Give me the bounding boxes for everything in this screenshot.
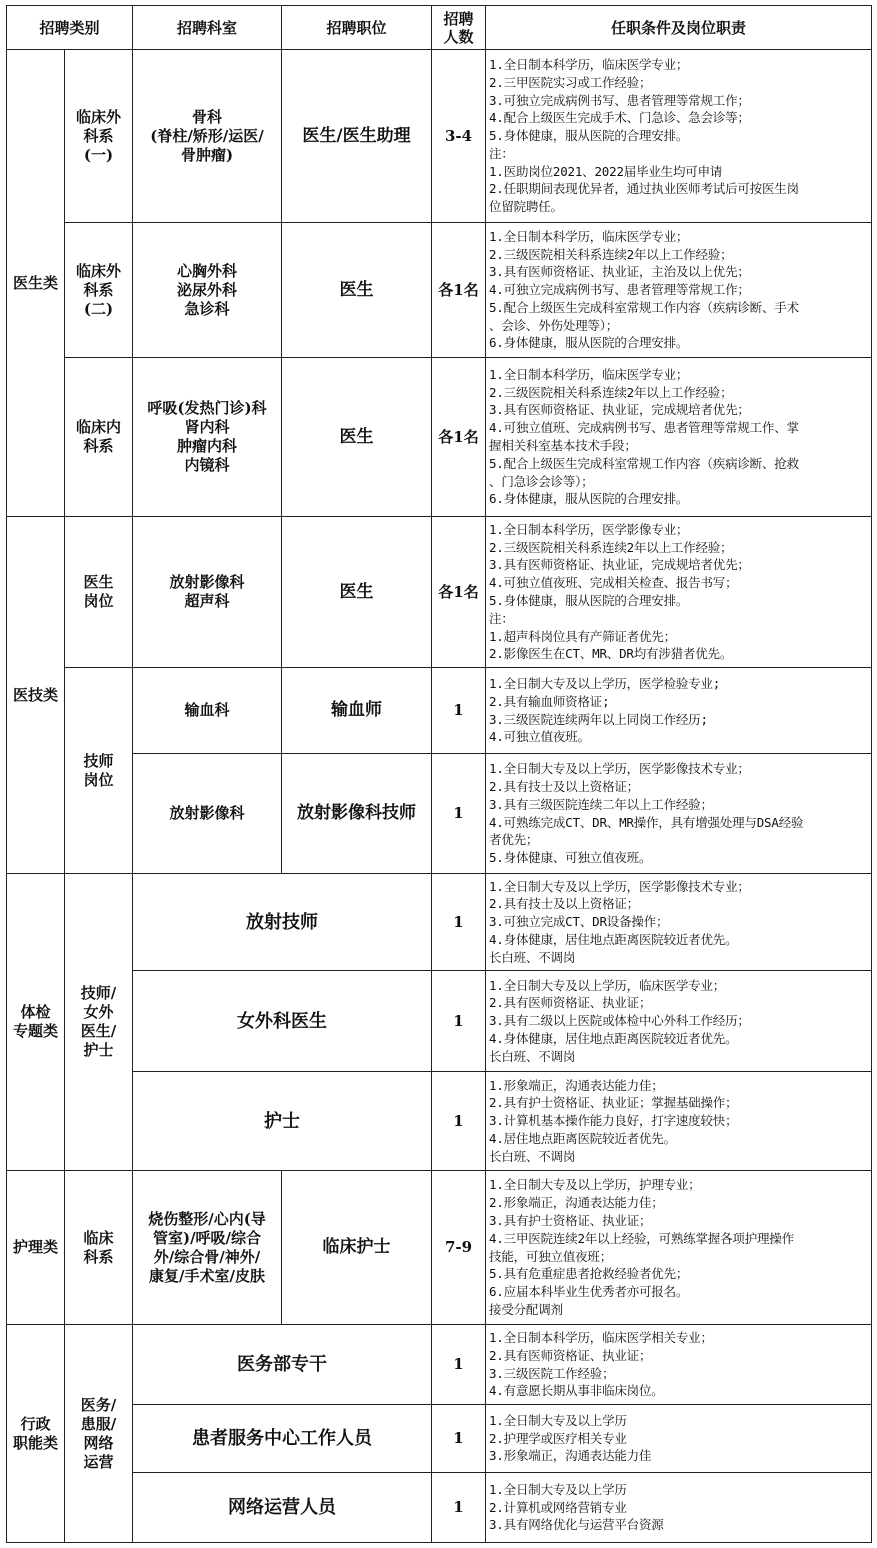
requirements-cell [486, 1325, 872, 1405]
requirement-line: 3.计算机基本操作能力良好，打字速度较快； [489, 1113, 738, 1129]
dept-label: 输血科 [184, 701, 230, 719]
requirement-line: 1.全日制大专及以上学历，护理专业； [489, 1177, 701, 1193]
requirement-line: 注： [489, 145, 514, 161]
category-label: 医生类 [12, 273, 58, 292]
requirement-line: 技能，可独立值夜班； [489, 1248, 613, 1264]
requirement-line: 2.具有医师资格证、执业证； [489, 1347, 652, 1363]
requirement-line: 1.全日制本科学历，临床医学专业； [489, 366, 689, 382]
requirement-line: 3.可独立完成CT、DR设备操作； [489, 914, 669, 930]
requirement-line: 、门急诊会诊等）； [489, 473, 594, 489]
count-cell: 1 [432, 1405, 486, 1473]
subcategory-cell [65, 358, 133, 517]
subcategory-label: 医务/ [80, 1395, 117, 1414]
requirement-line: 5.身体健康、可独立值夜班。 [489, 850, 652, 866]
table-row [7, 223, 872, 358]
requirements-cell [486, 1405, 872, 1473]
table-row [7, 358, 872, 517]
requirement-line: 4.身体健康，居住地点距离医院较近者优先。 [489, 1030, 738, 1046]
requirement-line: 5.身体健康，服从医院的合理安排。 [489, 128, 689, 144]
table-row [7, 754, 872, 874]
requirements-cell [486, 1072, 872, 1171]
table-row [7, 1405, 872, 1473]
subcategory-cell [65, 50, 133, 223]
dept-cell [133, 517, 282, 668]
requirement-line: 1.全日制大专及以上学历，医学影像技术专业； [489, 761, 750, 777]
requirement-line: 6.身体健康，服从医院的合理安排。 [489, 335, 689, 351]
category-label: 体检 [20, 1003, 51, 1021]
position-cell: 放射技师 [133, 874, 432, 971]
requirement-line: 2.护理学或医疗相关专业 [489, 1430, 627, 1446]
requirement-line: 4.身体健康，居住地点距离医院较近者优先。 [489, 931, 738, 947]
dept-label: 内镜科 [184, 456, 230, 474]
requirement-line: 4.可独立值班、完成病例书写、患者管理等常规工作、掌 [489, 420, 799, 436]
requirement-line: 1.全日制本科学历，医学影像专业； [489, 521, 689, 537]
requirement-line: 2.三级医院相关科系连续2年以上工作经验； [489, 539, 733, 555]
header-count-line: 人数 [443, 27, 474, 46]
subcategory-label: 患服/ [80, 1414, 117, 1433]
table-row [7, 1473, 872, 1543]
requirement-line: 6.身体健康，服从医院的合理安排。 [489, 491, 689, 507]
requirement-line: 1.全日制大专及以上学历，医学检验专业; [489, 675, 721, 691]
count-cell: 1 [432, 874, 486, 971]
subcategory-label: 岗位 [83, 592, 114, 610]
requirement-line: 4.居住地点距离医院较近者优先。 [489, 1130, 676, 1146]
requirement-line: 4.可熟练完成CT、DR、MR操作，具有增强处理与DSA经验 [489, 814, 804, 830]
requirement-line: 接受分配调剂 [489, 1301, 563, 1317]
dept-label: 管室)/呼吸/综合 [152, 1228, 262, 1247]
requirement-line: 3.具有医师资格证、执业证，完成规培者优先； [489, 402, 750, 418]
requirement-line: 6.应届本科毕业生优秀者亦可报名。 [489, 1284, 689, 1300]
requirement-line: 1.全日制大专及以上学历，医学影像技术专业； [489, 878, 750, 894]
table-row [7, 668, 872, 754]
dept-label: 外/综合骨/神外/ [153, 1247, 261, 1266]
dept-label: (脊柱/矫形/运医/ [150, 126, 264, 145]
subcategory-label: 医生/ [80, 1022, 117, 1040]
table-row [7, 1171, 872, 1325]
dept-cell [133, 50, 282, 223]
dept-label: 呼吸(发热门诊)科 [147, 399, 267, 417]
category-cell [7, 1325, 65, 1543]
requirement-line: 3.具有医师资格证、执业证，完成规培者优先； [489, 557, 750, 573]
table-row [7, 874, 872, 971]
subcategory-label: 医生 [83, 573, 114, 591]
position-cell: 医生 [282, 517, 432, 668]
requirements-cell [486, 50, 872, 223]
requirement-line: 2.具有护士资格证、执业证；掌握基础操作； [489, 1095, 738, 1111]
requirement-line: 3.具有医师资格证、执业证，主治及以上优先； [489, 264, 750, 280]
category-label: 行政 [20, 1414, 51, 1433]
category-cell [7, 517, 65, 874]
requirements-cell [486, 874, 872, 971]
subcategory-label: 网络 [83, 1433, 114, 1452]
requirement-line: 注： [489, 610, 514, 626]
requirement-line: 1.全日制本科学历，临床医学专业； [489, 56, 689, 72]
position-cell: 女外科医生 [133, 971, 432, 1072]
dept-label: 急诊科 [184, 299, 230, 318]
category-label: 医技类 [12, 685, 58, 704]
requirement-line: 1.全日制大专及以上学历 [489, 1481, 627, 1497]
requirement-line: 2.具有技士及以上资格证； [489, 778, 639, 794]
header-row [7, 6, 872, 50]
requirements-cell [486, 754, 872, 874]
requirement-line: 长白班、不调岗 [489, 1148, 576, 1164]
requirement-line: 、会诊、外伤处理等）； [489, 317, 619, 333]
requirement-line: 长白班、不调岗 [489, 949, 576, 965]
count-cell: 各1名 [432, 358, 486, 517]
requirement-line: 4.三甲医院连续2年以上经验，可熟练掌握各项护理操作 [489, 1230, 794, 1246]
requirement-line: 3.三级医院工作经验； [489, 1365, 615, 1381]
subcategory-label: 科系 [83, 280, 114, 299]
subcategory-label: (二) [83, 299, 114, 318]
requirement-line: 5.身体健康，服从医院的合理安排。 [489, 593, 689, 608]
position-cell: 医生 [282, 223, 432, 358]
subcategory-label: 岗位 [83, 770, 114, 789]
requirement-line: 4.有意愿长期从事非临床岗位。 [489, 1383, 664, 1399]
dept-label: 泌尿外科 [177, 280, 238, 299]
count-cell: 3-4 [432, 50, 486, 223]
header-count [432, 6, 486, 50]
requirement-line: 者优先； [489, 832, 539, 848]
dept-label: 放射影像科 [169, 804, 245, 822]
position-cell: 护士 [133, 1072, 432, 1171]
requirement-line: 1.全日制大专及以上学历 [489, 1412, 627, 1428]
dept-cell [133, 223, 282, 358]
dept-label: 康复/手术室/皮肤 [149, 1266, 265, 1285]
requirement-line: 2.具有输血师资格证; [489, 693, 610, 709]
requirement-line: 3.具有护士资格证、执业证； [489, 1212, 652, 1228]
subcategory-label: 女外 [83, 1003, 114, 1021]
requirement-line: 3.三级医院连续两年以上同岗工作经历; [489, 711, 708, 727]
requirement-line: 5.具有危重症患者抢救经验者优先； [489, 1266, 689, 1282]
requirement-line: 3.具有三级医院连续二年以上工作经验； [489, 796, 713, 812]
dept-label: 放射影像科 [169, 573, 245, 591]
requirement-line: 1.全日制本科学历，临床医学相关专业； [489, 1329, 713, 1345]
requirements-cell [486, 1473, 872, 1543]
count-cell: 1 [432, 1473, 486, 1543]
requirements-cell [486, 668, 872, 754]
header-category: 招聘类别 [7, 6, 133, 50]
position-cell: 医务部专干 [133, 1325, 432, 1405]
count-cell: 1 [432, 1325, 486, 1405]
requirement-line: 2.具有医师资格证、执业证； [489, 995, 652, 1011]
table-row [7, 971, 872, 1072]
requirement-line: 4.可独立完成病例书写、患者管理等常规工作； [489, 282, 750, 298]
table-row [7, 1072, 872, 1171]
count-cell: 1 [432, 971, 486, 1072]
category-label: 护理类 [12, 1238, 58, 1256]
requirement-line: 3.形象端正，沟通表达能力佳 [489, 1448, 652, 1464]
requirement-line: 3.可独立完成病例书写、患者管理等常规工作； [489, 92, 750, 108]
subcategory-cell [65, 223, 133, 358]
header-requirements: 任职条件及岗位职责 [486, 6, 872, 50]
requirement-line: 2.形象端正，沟通表达能力佳； [489, 1195, 664, 1211]
requirement-line: 1.形象端正，沟通表达能力佳； [489, 1077, 664, 1093]
position-cell: 放射影像科技师 [282, 754, 432, 874]
requirement-line: 3.具有二级以上医院或体检中心外科工作经历； [489, 1013, 750, 1029]
requirement-line: 2.三甲医院实习或工作经验； [489, 74, 652, 90]
dept-cell [133, 358, 282, 517]
requirement-line: 位留院聘任。 [489, 199, 563, 215]
position-cell: 医生 [282, 358, 432, 517]
recruitment-table [6, 5, 872, 1543]
count-cell: 各1名 [432, 223, 486, 358]
dept-label: 肾内科 [184, 418, 230, 436]
dept-label: 心胸外科 [177, 261, 238, 280]
requirement-line: 5.配合上级医生完成科室常规工作内容（疾病诊断、抢救 [489, 455, 799, 471]
position-cell: 患者服务中心工作人员 [133, 1405, 432, 1473]
count-cell: 7-9 [432, 1171, 486, 1325]
dept-label: 烧伤整形/心内(导 [148, 1209, 266, 1228]
requirement-line: 1.全日制大专及以上学历，临床医学专业； [489, 977, 726, 993]
subcategory-label: 临床内 [76, 418, 122, 436]
requirement-line: 长白班、不调岗 [489, 1048, 576, 1064]
header-count-line: 招聘 [443, 9, 474, 28]
requirements-cell [486, 971, 872, 1072]
subcategory-label: 临床外 [76, 261, 122, 280]
table-row [7, 50, 872, 223]
dept-label: 骨肿瘤) [180, 145, 234, 164]
requirement-line: 2.任职期间表现优异者，通过执业医师考试后可按医生岗 [489, 181, 799, 197]
dept-cell [133, 668, 282, 754]
count-cell: 1 [432, 1072, 486, 1171]
category-cell [7, 1171, 65, 1325]
header-dept: 招聘科室 [133, 6, 282, 50]
header-position: 招聘职位 [282, 6, 432, 50]
requirement-line: 2.三级医院相关科系连续2年以上工作经验； [489, 246, 733, 262]
requirement-line: 2.影像医生在CT、MR、DR均有涉猎者优先。 [489, 646, 733, 662]
subcategory-label: 科系 [83, 126, 114, 145]
subcategory-label: 科系 [83, 1247, 114, 1266]
subcategory-label: (一) [83, 145, 114, 164]
subcategory-cell [65, 1171, 133, 1325]
requirements-cell [486, 1171, 872, 1325]
requirement-line: 4.配合上级医生完成手术、门急诊、急会诊等； [489, 110, 750, 126]
category-label: 专题类 [12, 1022, 58, 1040]
requirement-line: 2.三级医院相关科系连续2年以上工作经验； [489, 384, 733, 400]
subcategory-label: 护士 [83, 1041, 114, 1059]
requirement-line: 1.超声科岗位具有产筛证者优先； [489, 628, 676, 644]
requirement-line: 3.具有网络优化与运营平台资源 [489, 1517, 664, 1533]
category-cell [7, 50, 65, 517]
dept-label: 肿瘤内科 [177, 437, 238, 455]
subcategory-label: 技师/ [80, 984, 117, 1002]
requirements-cell [486, 358, 872, 517]
subcategory-label: 临床 [83, 1228, 114, 1247]
requirements-cell [486, 517, 872, 668]
requirement-line: 4.可独立值夜班、完成相关检查、报告书写； [489, 575, 738, 591]
count-cell: 1 [432, 668, 486, 754]
position-cell: 网络运营人员 [133, 1473, 432, 1543]
count-cell: 各1名 [432, 517, 486, 668]
dept-cell [133, 754, 282, 874]
requirement-line: 握相关科室基本技术手段； [489, 438, 637, 453]
subcategory-cell [65, 517, 133, 668]
subcategory-label: 技师 [83, 751, 114, 770]
category-label: 职能类 [12, 1433, 58, 1452]
subcategory-cell [65, 1325, 133, 1543]
requirement-line: 1.医助岗位2021、2022届毕业生均可申请 [489, 163, 723, 179]
table-row [7, 517, 872, 668]
subcategory-label: 科系 [83, 437, 114, 455]
count-cell: 1 [432, 754, 486, 874]
requirement-line: 2.计算机或网络营销专业 [489, 1499, 627, 1515]
requirements-cell [486, 223, 872, 358]
category-cell [7, 874, 65, 1171]
recruitment-table-body [7, 6, 872, 1543]
subcategory-label: 临床外 [76, 107, 122, 126]
requirement-line: 1.全日制本科学历，临床医学专业； [489, 228, 689, 244]
subcategory-label: 运营 [83, 1452, 114, 1471]
requirement-line: 4.可独立值夜班。 [489, 729, 590, 745]
requirement-line: 2.具有技士及以上资格证； [489, 896, 639, 912]
dept-label: 骨科 [192, 107, 223, 126]
subcategory-cell [65, 668, 133, 874]
dept-label: 超声科 [184, 592, 230, 610]
table-row [7, 1325, 872, 1405]
position-cell: 临床护士 [282, 1171, 432, 1325]
requirement-line: 5.配合上级医生完成科室常规工作内容（疾病诊断、手术 [489, 299, 799, 315]
position-cell: 医生/医生助理 [282, 50, 432, 223]
dept-cell [133, 1171, 282, 1325]
position-cell: 输血师 [282, 668, 432, 754]
subcategory-cell [65, 874, 133, 1171]
